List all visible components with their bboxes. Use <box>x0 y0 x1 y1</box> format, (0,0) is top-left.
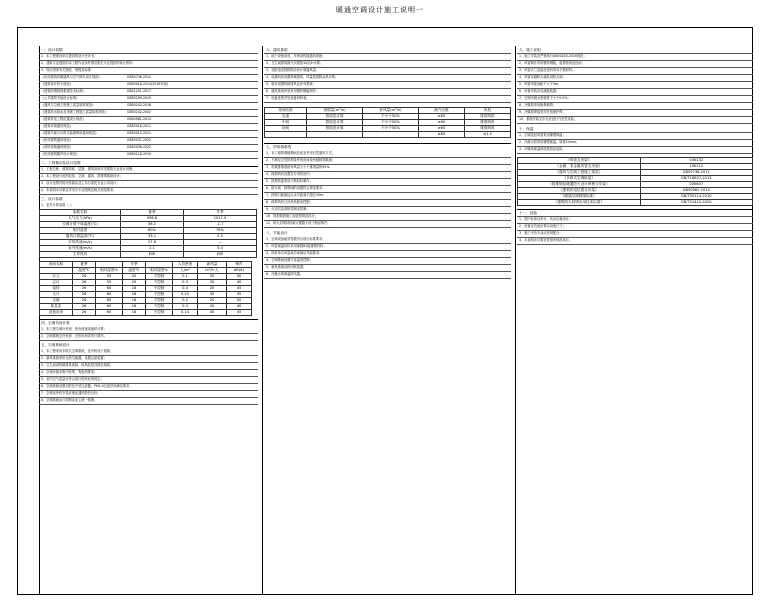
text-line: 六、通风系统 <box>266 48 288 52</box>
table-cell: 60 <box>96 310 123 316</box>
text-line: 2、不满足自然排烟条件的房间设机械排烟系统； <box>266 158 335 162</box>
text-line: 3、机械排烟系统补风量不小于排烟量的50%； <box>266 165 333 169</box>
table-cell: 《金属、非金属风管支吊架》 <box>518 164 641 170</box>
table-cell: 5.2 <box>184 234 257 240</box>
table-cell: 26 <box>73 274 96 280</box>
table-cell: 45 <box>227 292 252 298</box>
text-line: 7、设备选型详见设备材料表。 <box>266 96 310 100</box>
text-line: 1、地下设备用房、车库设机械通风系统； <box>266 54 326 58</box>
text-line: 1、工程名称、建筑面积、层数、建筑高度详见建筑专业设计说明； <box>41 167 136 171</box>
table-cell: ESE <box>121 252 184 258</box>
table-cell: 按规范计算 <box>307 114 363 120</box>
table-cell: 夏季 <box>121 210 184 216</box>
table-cell: 45 <box>227 310 252 316</box>
table-cell: 大气压力(hPa) <box>40 216 121 222</box>
table-cell: — <box>184 240 257 246</box>
text-line: 十、保温 <box>519 127 534 131</box>
text-line: 八、节能设计 <box>266 231 288 235</box>
table-cell: 76% <box>184 228 257 234</box>
text-line: 4、排烟风机设置在专用机房内； <box>266 172 313 176</box>
table-row <box>40 216 257 222</box>
table-row <box>40 310 252 316</box>
column-3 <box>517 46 753 594</box>
rule-line <box>264 143 511 144</box>
text-line: GB50118-2010 <box>127 152 152 156</box>
table-cell: 温度℃ <box>123 268 146 274</box>
table-cell: 0.4 <box>173 286 198 292</box>
table-cell: 排烟风机 <box>464 120 510 126</box>
column-1 <box>39 46 258 594</box>
text-line: 《建筑节能与可再生能源利用通用规范》 <box>41 131 99 135</box>
text-line: 《建筑机电工程抗震设计规范》 <box>41 117 86 121</box>
table-cell: 03K132 <box>640 158 752 164</box>
rule-line <box>39 319 258 320</box>
smoke-exhaust-table <box>264 107 511 138</box>
table-cell: 20 <box>123 280 146 286</box>
table-cell: 50 <box>227 298 252 304</box>
table-cell: 温度℃ <box>73 268 96 274</box>
text-line: 7、排烟口距最远点水平距离不超过30m； <box>266 193 327 197</box>
table-cell: 不小于50% <box>363 126 419 132</box>
table-cell: GB/T51410-2020 <box>640 200 752 206</box>
table-cell: 风机 <box>464 108 510 114</box>
table-cell: GB50981-2014 <box>640 188 752 194</box>
table-cell: 中庭 <box>265 120 307 126</box>
table-cell: 《多联式空调机组》 <box>518 176 641 182</box>
table-cell: 0.4 <box>173 304 198 310</box>
text-line: GB55016-2021 <box>127 124 152 128</box>
table-cell: 19K112 <box>640 164 752 170</box>
table-cell: 0.2 <box>173 298 198 304</box>
table-cell: 20 <box>198 286 227 292</box>
table-cell: 20 <box>198 298 227 304</box>
text-line: 2、本工程设计范围包括：空调、通风、防排烟系统设计； <box>41 174 123 178</box>
table-cell: 40 <box>227 304 252 310</box>
text-line: 《民用建筑供暖通风与空气调节设计规范》 <box>41 75 102 79</box>
text-line: 7、空调室外机安装应保证通风散热良好； <box>41 391 101 395</box>
rule-line <box>264 278 511 279</box>
text-line: 三、设计参数 <box>41 197 63 201</box>
table-cell: 60 <box>96 292 123 298</box>
table-cell: 接待 <box>40 286 73 292</box>
table-cell: 走道 <box>265 114 307 120</box>
text-line: 5、厨房设置机械排风及补风系统； <box>266 82 316 86</box>
table-cell: ESE <box>184 252 257 258</box>
table-cell: 补风量(m³/h) <box>363 108 419 114</box>
table-cell: 55 <box>96 280 123 286</box>
text-line: 6、空调系统设置初效及中效过滤器，PM2.5过滤效率满足要求； <box>41 384 133 388</box>
text-line: 5、排烟管道采用不燃材料制作； <box>266 179 313 183</box>
text-line: 2、新风系统采用全热交换器，设置过滤装置； <box>41 356 107 360</box>
text-line: 1、图中标高以米计，其余以毫米计； <box>519 217 573 221</box>
column-2 <box>264 46 511 594</box>
table-cell: 不控制 <box>146 274 173 280</box>
table-cell: 相对湿度% <box>96 268 123 274</box>
table-cell: 不控制 <box>146 298 173 304</box>
text-line: 2、设备定货前应核实设备尺寸； <box>519 224 566 228</box>
table-cell: 60 <box>96 304 123 310</box>
table-cell: 3.4 <box>184 246 257 252</box>
table-cell: 0.1 <box>173 274 198 280</box>
table-cell: 排烟风机 <box>464 114 510 120</box>
text-line: GB50242-2002 <box>127 110 152 114</box>
table-cell: 40 <box>227 280 252 286</box>
table-cell: m³/h·人 <box>198 268 227 274</box>
table-cell: 18 <box>123 304 146 310</box>
table-cell: 《防排烟及暖通防火设计审核与安装》 <box>518 182 641 188</box>
table-cell: 新风量 <box>198 262 227 268</box>
table-cell: 排烟风机 <box>464 126 510 132</box>
table-cell: 夏季 <box>73 262 96 268</box>
rule-line <box>517 244 753 245</box>
table-cell: 26 <box>73 292 96 298</box>
drawing-title: 暖通空调设计施工说明一 <box>336 6 424 14</box>
table-cell: 55 <box>96 274 123 280</box>
table-cell: 《建筑防火封堵应用技术标准》 <box>518 200 641 206</box>
table-cell: 设备用房 <box>40 310 73 316</box>
table-cell: 20 <box>123 274 146 280</box>
table-cell: 1017.9 <box>184 216 257 222</box>
text-line: 《建筑给水排水及采暖工程施工质量验收规范》 <box>41 110 108 114</box>
text-line: 《消防设施通用规范》 <box>41 145 73 149</box>
table-cell: ≥60 <box>418 114 464 120</box>
table-cell: 空调计算干球温度(℃) <box>40 222 121 228</box>
table-cell: 27.6 <box>121 240 184 246</box>
rule-line <box>39 404 258 405</box>
text-line: 4、本说明未尽事宜按国家规范执行。 <box>519 238 573 242</box>
table-cell: 40 <box>198 310 227 316</box>
table-cell <box>363 132 419 138</box>
table-cell: 噪声 <box>227 262 252 268</box>
table-cell: 走廊 <box>40 298 73 304</box>
rule-line <box>264 102 511 103</box>
text-line: 1、施工安装应严格执行GB50243-2016规范； <box>519 54 587 58</box>
table-cell: 不控制 <box>146 310 173 316</box>
table-cell: dB(A) <box>227 268 252 274</box>
text-line: GB50736-2012 <box>127 75 152 79</box>
text-line: 《民用建筑通用规范》 <box>41 138 73 142</box>
table-cell: 冬季 <box>123 262 146 268</box>
table-cell: 30 <box>198 292 227 298</box>
table-cell: 换气次数 <box>418 108 464 114</box>
text-line: 6、防火阀、排烟阀的设置符合规范要求； <box>266 186 326 190</box>
rule-line <box>39 340 258 341</box>
table-cell: 《暖通空调制图标准》 <box>518 194 641 200</box>
table-cell: 《通风与空调工程施工规范》 <box>518 170 641 176</box>
table-cell: 相对湿度% <box>146 268 173 274</box>
text-line: 3、现行国家有关规范、规程及标准： <box>41 68 95 72</box>
text-line: 5、新风系统设热回收装置； <box>266 265 307 269</box>
text-line: 五、空调系统设计 <box>41 343 70 347</box>
table-cell: 18 <box>123 286 146 292</box>
table-cell: 办公 <box>40 274 73 280</box>
text-line: 《民用建筑隔声设计规范》 <box>41 152 80 156</box>
table-cell: 0.3 <box>173 280 198 286</box>
text-line: 6、设备安装应设减振装置； <box>519 89 560 93</box>
table-cell: GB/T18837-2015 <box>640 176 752 182</box>
column-divider <box>262 46 263 595</box>
table-cell: 不控制 <box>146 280 173 286</box>
text-line: 一、设计依据 <box>41 48 63 52</box>
rule-line <box>517 209 753 210</box>
table-cell: 60 <box>96 286 123 292</box>
table-cell: 30 <box>198 274 227 280</box>
table-cell: -1.7 <box>184 222 257 228</box>
table-cell: ≥60 <box>418 120 464 126</box>
text-line: 5、室内空气质量应符合现行国家标准规定； <box>41 377 104 381</box>
text-line: 2、空调系统总冷负荷、总热负荷详见计算书。 <box>41 334 107 338</box>
text-line: 九、施工说明 <box>519 48 541 52</box>
table-cell: ≥60 <box>418 126 464 132</box>
column-divider <box>515 46 516 595</box>
text-line: 8、排烟风机与补风机联动控制； <box>266 200 313 204</box>
rule-line <box>517 123 753 124</box>
text-line: 2、建筑专业提供的本工程作业条件图及相关专业提供的设计资料； <box>41 61 136 65</box>
text-line: GB51251-2017 <box>127 89 152 93</box>
text-line: 二、工程概况及设计范围 <box>41 161 81 165</box>
table-cell: 33.1 <box>121 234 184 240</box>
text-line: 10、系统安装完毕后应进行气密性试验。 <box>519 117 578 121</box>
text-line: 4、空调冷凝水集中收集，有组织排放； <box>41 370 98 374</box>
text-line: 3、冷媒管保温厚度按管径选用。 <box>519 147 566 151</box>
text-line: 1、本工程防烟楼梯间及前室采用自然通风方式； <box>266 151 335 155</box>
text-line: 3、风机单位风量耗功率满足节能要求； <box>266 251 323 255</box>
table-cell: 按规范计算 <box>307 126 363 132</box>
table-cell: 26 <box>73 286 96 292</box>
text-line: 10、排烟系统施工验收按规范执行； <box>266 214 318 218</box>
table-cell: 《建筑机电抗震支吊架》 <box>518 188 641 194</box>
table-cell: 通风计算温度(℃) <box>40 234 121 240</box>
text-line: 3、变配电室按排除余热计算通风量； <box>266 68 320 72</box>
table-cell: 20 <box>198 304 227 310</box>
table-cell: GB/T50114-2010 <box>640 194 752 200</box>
table-cell: 房间 <box>265 126 307 132</box>
text-line: 7、空调冷凝水管坡度不小于0.5%； <box>519 96 571 100</box>
text-line: 4、空调系统设置分室温度控制； <box>266 258 313 262</box>
table-cell: 不小于50% <box>363 114 419 120</box>
table-cell: 0.14 <box>173 310 198 316</box>
text-line: 2、风管制作采用镀锌钢板，板厚按规范选用； <box>519 61 585 65</box>
text-line: GB50243-2016 <box>127 103 152 107</box>
text-line: 《建筑环境通用规范》 <box>41 124 73 128</box>
table-cell: 相对湿度 <box>40 228 121 234</box>
text-line: 2、卫生间排风换气次数按10次/h计算； <box>266 61 323 65</box>
table-cell: 36.2 <box>121 222 184 228</box>
text-line: 4、本说明未尽事宜详见各专业图纸及相关规范要求。 <box>41 188 117 192</box>
text-line: 5、风管吊架间距不大于3m； <box>519 82 562 86</box>
text-line: 1、空调设备能效等级符合现行标准要求； <box>266 237 326 241</box>
text-line: 6、冷凝水管保温防结露。 <box>266 272 304 276</box>
text-line: GB50016-2014(2018年版) <box>127 82 169 86</box>
text-line: GB55036-2022 <box>127 145 152 149</box>
table-cell: 60% <box>121 228 184 234</box>
table-cell: 不小于50% <box>363 120 419 126</box>
table-cell: 参数名称 <box>40 210 121 216</box>
table-cell: 998.8 <box>121 216 184 222</box>
text-line: 1、本工程采用多联式空调系统，室外机设于屋面； <box>41 349 114 353</box>
table-cell: 20K607 <box>640 182 752 188</box>
table-cell: GB50738-2011 <box>640 170 752 176</box>
reference-standards-table <box>517 157 753 206</box>
table-row <box>265 132 511 138</box>
table-cell: 26 <box>73 304 96 310</box>
table-cell: 40 <box>227 274 252 280</box>
table-cell: 不控制 <box>146 286 173 292</box>
rule-line <box>264 227 511 228</box>
text-line: 《建筑防烟排烟系统技术标准》 <box>41 89 86 93</box>
outdoor-parameter-table <box>39 209 257 258</box>
table-cell: 人员密度 <box>173 262 198 268</box>
text-line: 3、施工中各专业应密切配合； <box>519 231 563 235</box>
text-line: 《通风与空调工程施工质量验收规范》 <box>41 103 96 107</box>
table-cell: 30 <box>198 280 227 286</box>
table-row <box>40 252 257 258</box>
table-cell: 26 <box>73 280 96 286</box>
text-line: 11、防火封堵材料耐火极限不低于相应构件。 <box>266 221 331 225</box>
table-cell: ≥1.5 <box>464 132 510 138</box>
text-line: 四、空调负荷计算 <box>41 321 70 325</box>
table-cell: 冬季 <box>184 210 257 216</box>
text-line: 9、冷媒管焊接采用充氮保护焊； <box>519 110 566 114</box>
table-cell: 人/m² <box>173 268 198 274</box>
table-cell: 休息室 <box>40 304 73 310</box>
text-line: GB55015-2021 <box>127 131 152 135</box>
table-cell <box>307 132 363 138</box>
text-line: 3、卫生间设机械排风系统，排风经竖井排至屋面； <box>41 363 114 367</box>
table-cell: 18 <box>123 298 146 304</box>
table-cell: 2.1 <box>121 246 184 252</box>
rule-line <box>517 153 753 154</box>
table-cell: 按规范计算 <box>307 120 363 126</box>
table-cell: 26 <box>73 310 96 316</box>
table-cell: 平均风速(m/s) <box>40 240 121 246</box>
table-cell: 室外风速(m/s) <box>40 246 121 252</box>
table-cell: 18 <box>123 292 146 298</box>
text-line: GB50189-2015 <box>127 96 152 100</box>
table-cell: 房间名称 <box>265 108 307 114</box>
rule-line <box>39 194 258 195</box>
table-row <box>518 200 753 206</box>
text-line: GB55031-2022 <box>127 138 152 142</box>
table-cell: 房间名称 <box>40 262 73 268</box>
text-line: 十一、其他 <box>519 211 537 215</box>
text-line: 《公共建筑节能设计标准》 <box>41 96 80 100</box>
text-line: 1、空调送回风管采用橡塑保温； <box>519 133 566 137</box>
table-cell: 18 <box>123 310 146 316</box>
table-cell: 60 <box>96 298 123 304</box>
table-cell: 《风管支吊架》 <box>518 158 641 164</box>
text-line: 6、通风系统风管采用镀锌钢板制作； <box>266 89 320 93</box>
table-cell: ≥60 <box>418 132 464 138</box>
text-line: 《建筑设计防火规范》 <box>41 82 73 86</box>
text-line: 1、本工程建设单位提供的设计任务书； <box>41 54 98 58</box>
text-line: 1、本工程空调冷负荷、热负荷逐项逐时计算； <box>41 327 107 331</box>
text-line: 1、室外计算参数（ ）： <box>41 203 75 207</box>
indoor-parameter-table <box>39 261 252 316</box>
text-line: 8、空调系统运行控制由业主统一管理。 <box>41 398 98 402</box>
text-line: GB50981-2014 <box>127 117 152 121</box>
text-line: 七、防排烟系统 <box>266 145 292 149</box>
table-cell: 不控制 <box>146 292 173 298</box>
text-line: 8、冷媒管采用脱氧铜管； <box>519 103 557 107</box>
text-line: 4、电梯机房设置机械排风，风量按排除余热计算； <box>266 75 339 79</box>
text-line: 4、风管穿越防火墙处设防火阀； <box>519 75 566 79</box>
table-cell: 大厅 <box>40 292 73 298</box>
text-line: 3、风管法兰连接处垫料采用不燃材料； <box>519 68 576 72</box>
table-row <box>40 228 257 234</box>
table-cell: 不控制 <box>146 304 173 310</box>
text-line: 2、风管保温材料采用难燃B1级橡塑材料； <box>266 244 327 248</box>
text-line: 9、火灾时由消防控制室控制； <box>266 207 310 211</box>
table-cell: 会议 <box>40 280 73 286</box>
text-line: 3、设计范围内的冷热源由业主另行委托专业公司设计； <box>41 181 120 185</box>
table-cell: 45 <box>227 286 252 292</box>
table-cell: 0.25 <box>173 292 198 298</box>
text-line: 2、冷凝水管采用橡塑保温，厚度10mm； <box>519 140 580 144</box>
table-cell <box>265 132 307 138</box>
table-cell: 26 <box>73 298 96 304</box>
table-cell: 主导风向 <box>40 252 121 258</box>
rule-line <box>39 158 258 159</box>
table-cell: 排烟量(m³/h) <box>307 108 363 114</box>
